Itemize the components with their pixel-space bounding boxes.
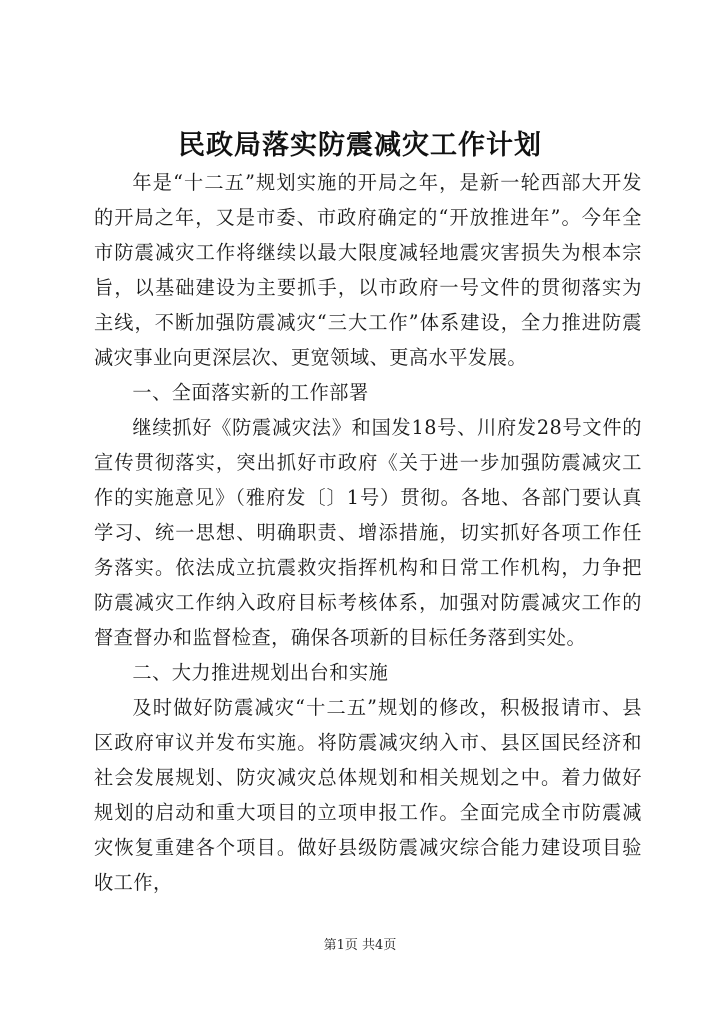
section-2-paragraph: 及时做好防震减灾“十二五”规划的修改，积极报请市、县区政府审议并发布实施。将防震减灾纳入市、县区国民经济和社会发展规划、防灾减灾总体规划和相关规划之中。着力做好规划的启动和重大项目的立项申报工作。全面完成全市防震减灾恢复重建各个项目。做好县级防震减灾综合能力建设项目验收工作， xyxy=(94,696,642,894)
document-title: 民政局落实防震减灾工作计划 xyxy=(178,130,542,161)
intro-paragraph: 年是“十二五”规划实施的开局之年，是新一轮西部大开发的开局之年，又是市委、市政府确定的“开放推进年”。今年全市防震减灾工作将继续以最大限度减轻地震灾害损失为根本宗旨，以基础建设为主要抓手，以市政府一号文件的贯彻落实为主线，不断加强防震减灾“三大工作”体系建设，全力推进防震减灾事业向更深层次、更宽领域、更高水平发展。 xyxy=(94,171,642,369)
section-heading-2: 二、大力推进规划出台和实施 xyxy=(132,661,389,684)
section-1-paragraph: 继续抓好《防震减灾法》和国发18号、川府发28号文件的宣传贯彻落实，突出抓好市政府《关于进一步加强防震减灾工作的实施意见》（雅府发〔〕1号）贯彻。各地、各部门要认真学习、统一思想、明确职责、增添措施，切实抓好各项工作任务落实。依法成立抗震救灾指挥机构和日常工作机构，力争把防震减灾工作纳入政府目标考核体系，加强对防震减灾工作的督查督办和监督检查，确保各项新的目标任务落到实处。 xyxy=(94,416,642,649)
page-footer: 第1页 共4页 xyxy=(323,938,397,953)
document-body xyxy=(94,165,642,900)
section-heading-1: 一、全面落实新的工作部署 xyxy=(132,381,369,404)
